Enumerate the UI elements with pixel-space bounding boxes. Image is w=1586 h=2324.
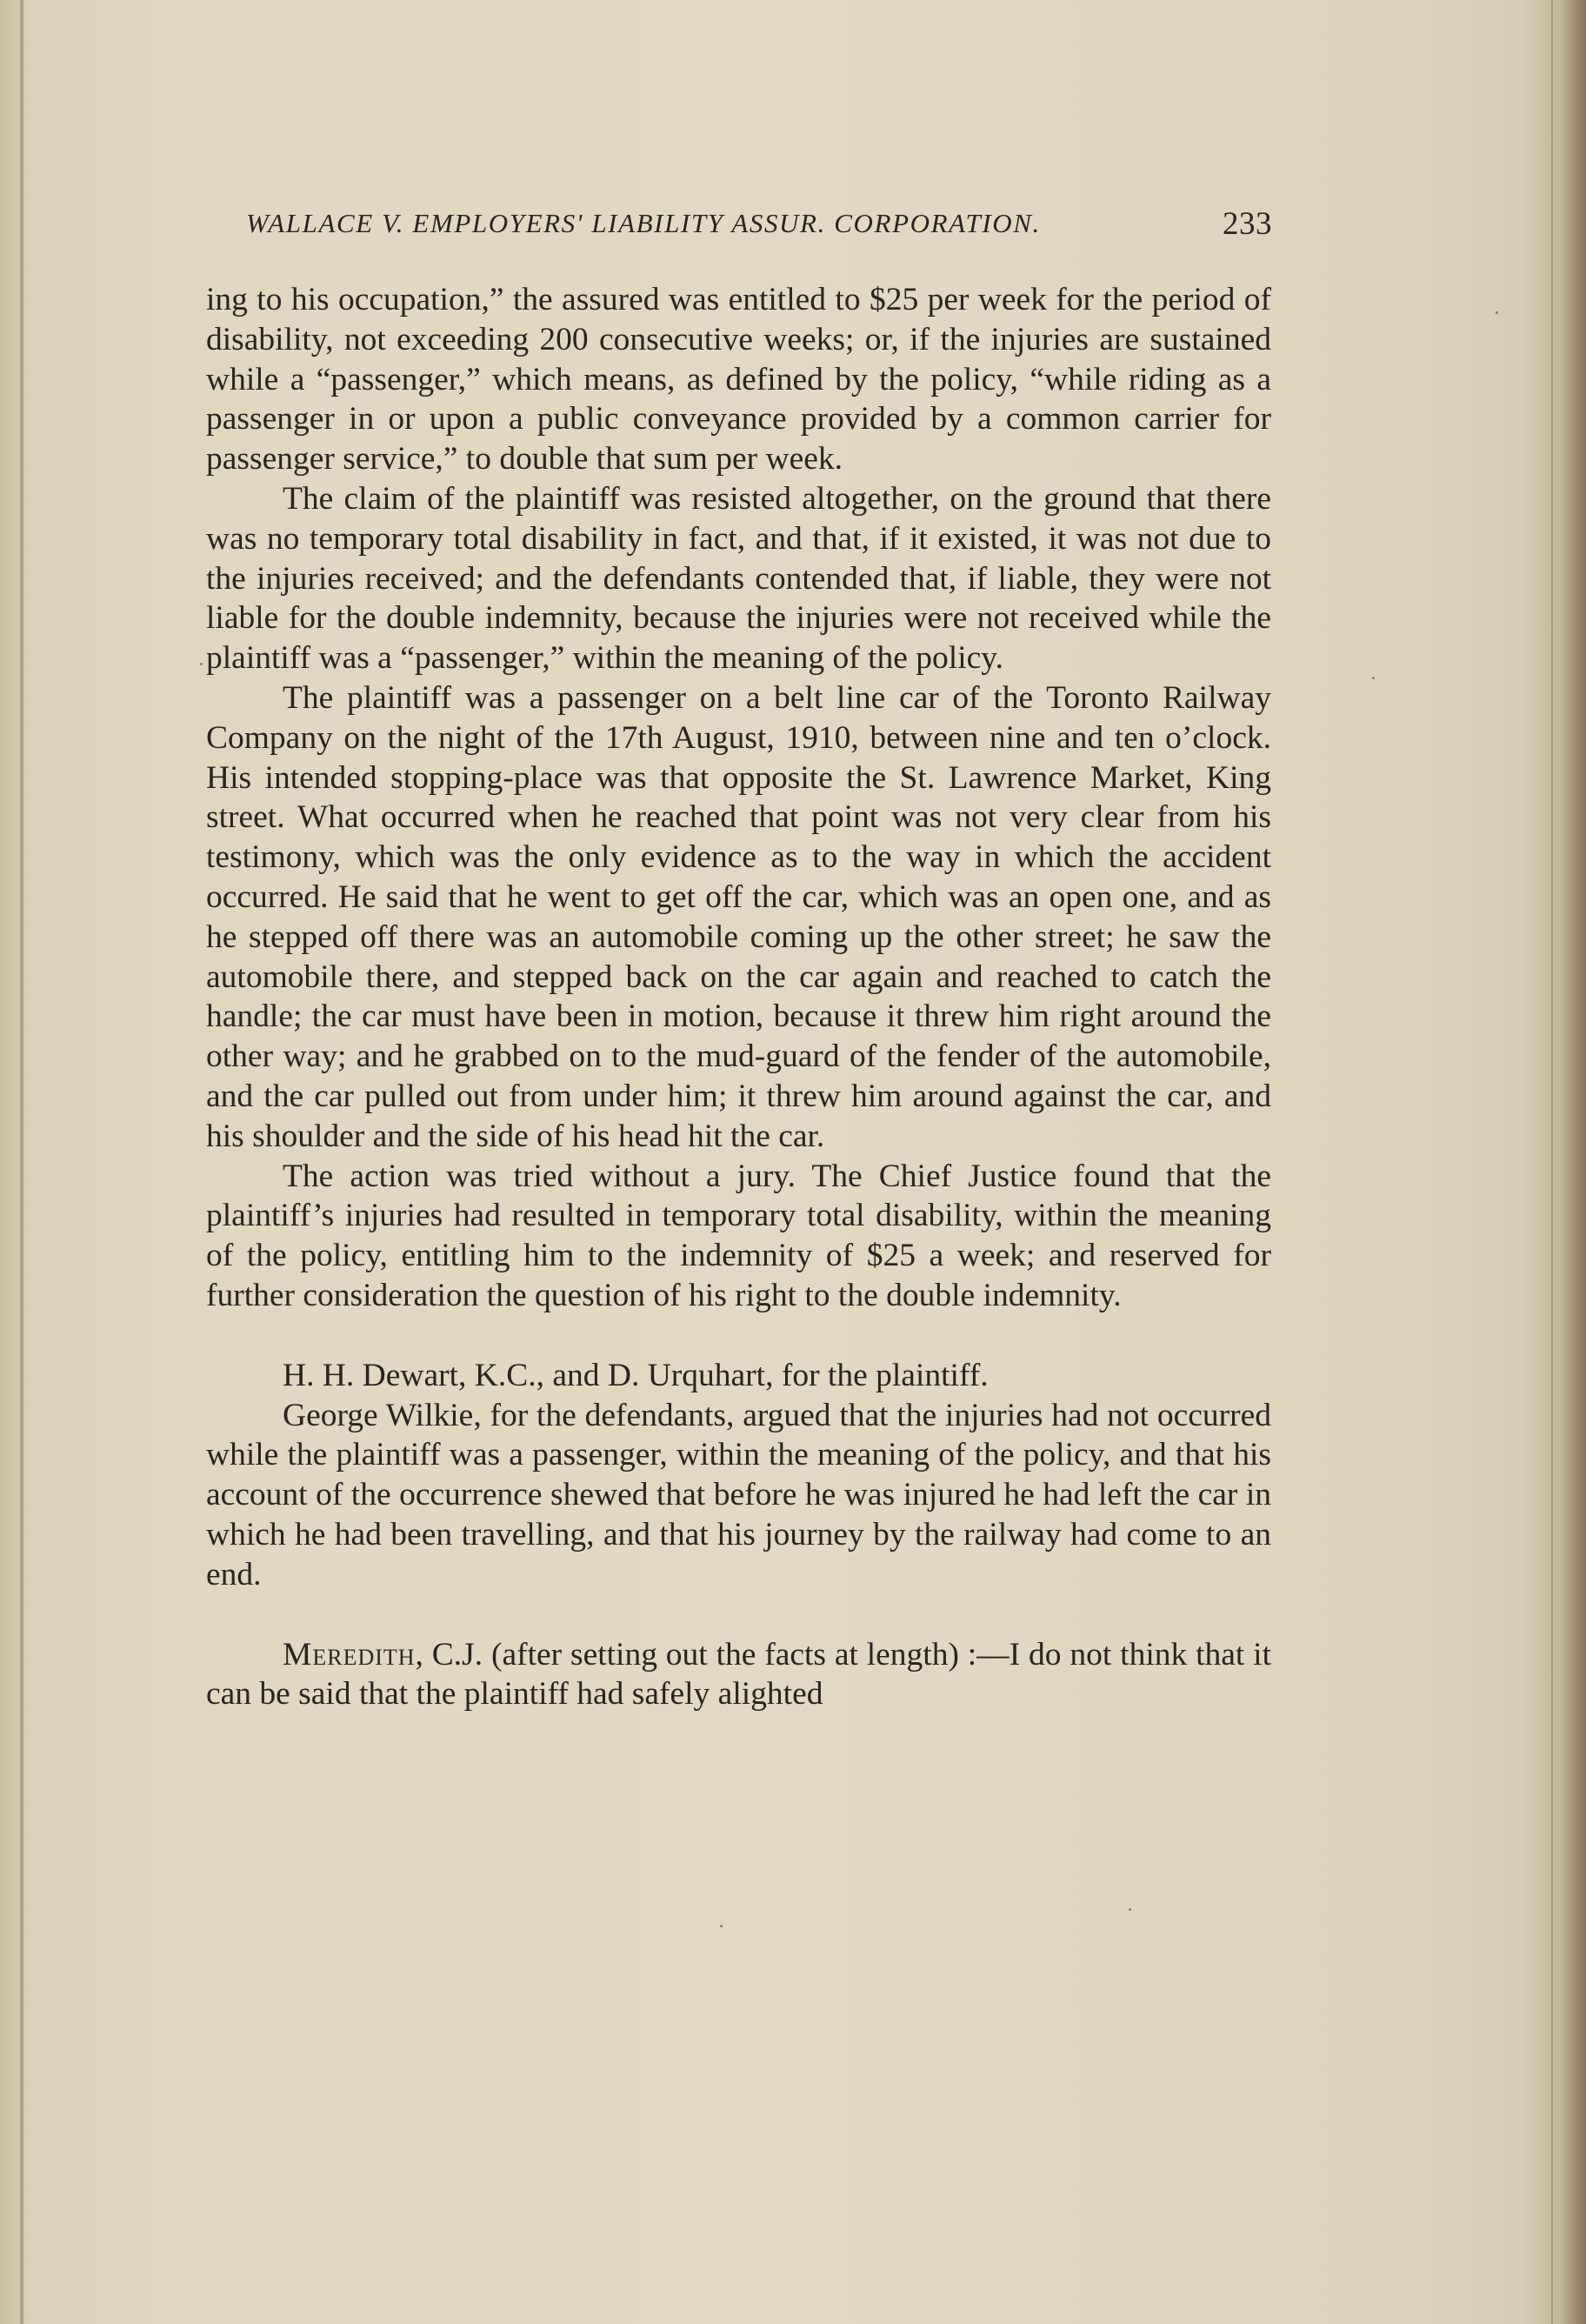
body-text [206, 280, 1271, 1714]
page-gutter-shadow [19, 0, 24, 2324]
page-edge-line [1551, 0, 1553, 2324]
paragraph-claim-resisted: The claim of the plaintiff was resisted altogether, on the ground that there was no temporary total disability in fact, and that, if it existed, it was not due to the injuries received; and the defendants contended that, if liable, they were not liable for the double indemnity, because the injuries were not received while the plaintiff was a “passenger,” within the meaning of the policy. [206, 480, 1271, 677]
paper-speck [1496, 311, 1498, 314]
paper-speck [200, 663, 203, 665]
paragraph-counsel-plaintiff: H. H. Dewart, K.C., and D. Urquhart, for the plaintiff. [283, 1357, 989, 1393]
judge-name: Meredith [283, 1636, 416, 1673]
judgment-text: , C.J. (after setting out the facts at length) :—I do not think that it can be said that the plaintiff had safely alighted [206, 1636, 1271, 1713]
running-head [246, 205, 1272, 257]
paper-speck [720, 1925, 723, 1927]
paper-speck [1372, 677, 1375, 679]
paragraph-trial: The action was tried without a jury. The Chief Justice found that the plaintiff’s injuries had resulted in temporary total disability, within the meaning of the policy, entitling him to the indemnity of $25 a week; and reserved for further consideration the question of his right to the double indemnity. [206, 1158, 1271, 1313]
page-number: 233 [1223, 206, 1272, 242]
running-head-title: WALLACE V. EMPLOYERS' LIABILITY ASSUR. CORPORATION. [246, 208, 1041, 238]
paragraph-continuation: ing to his occupation,” the assured was entitled to $25 per week for the period of disability, not exceeding 200 consecutive weeks; or, if the injuries are sustained while a “passenger,” which means, as defined by the policy, “while riding as a passenger in or upon a public conveyance provided by a common carrier for passenger service,” to double that sum per week. [206, 282, 1271, 477]
paragraph-facts: The plaintiff was a passenger on a belt line car of the Toronto Railway Company on the night of the 17th August, 1910, between nine and ten o’clock. His intended stopping-place was that opposite the St. Lawrence Market, King street. What occurred when he reached that point was not very clear from his testimony, which was the only evidence as to the way in which the accident occurred. He said that he went to get off the car, which was an open one, and as he stepped off there was an automobile coming up the other street; he saw the automobile there, and stepped back on the car again and reached to catch the handle; the car must have been in motion, because it threw him right around the other way; and he grabbed on to the mud-guard of the fender of the automobile, and the car pulled out from under him; it threw him around against the car, and his shoulder and the side of his head hit the car. [206, 679, 1271, 1154]
page-edge-shadow [1560, 0, 1586, 2324]
paragraph-counsel-defendants: George Wilkie, for the defendants, argued that the injuries had not occurred while the plaintiff was a passenger, within the meaning of the policy, and that his account of the occurrence shewed that before he was injured he had left the car in which he had been travelling, and that his journey by the railway had come to an end. [206, 1397, 1271, 1593]
paragraph-judgment [206, 1635, 1271, 1715]
paper-speck [1129, 1908, 1131, 1911]
